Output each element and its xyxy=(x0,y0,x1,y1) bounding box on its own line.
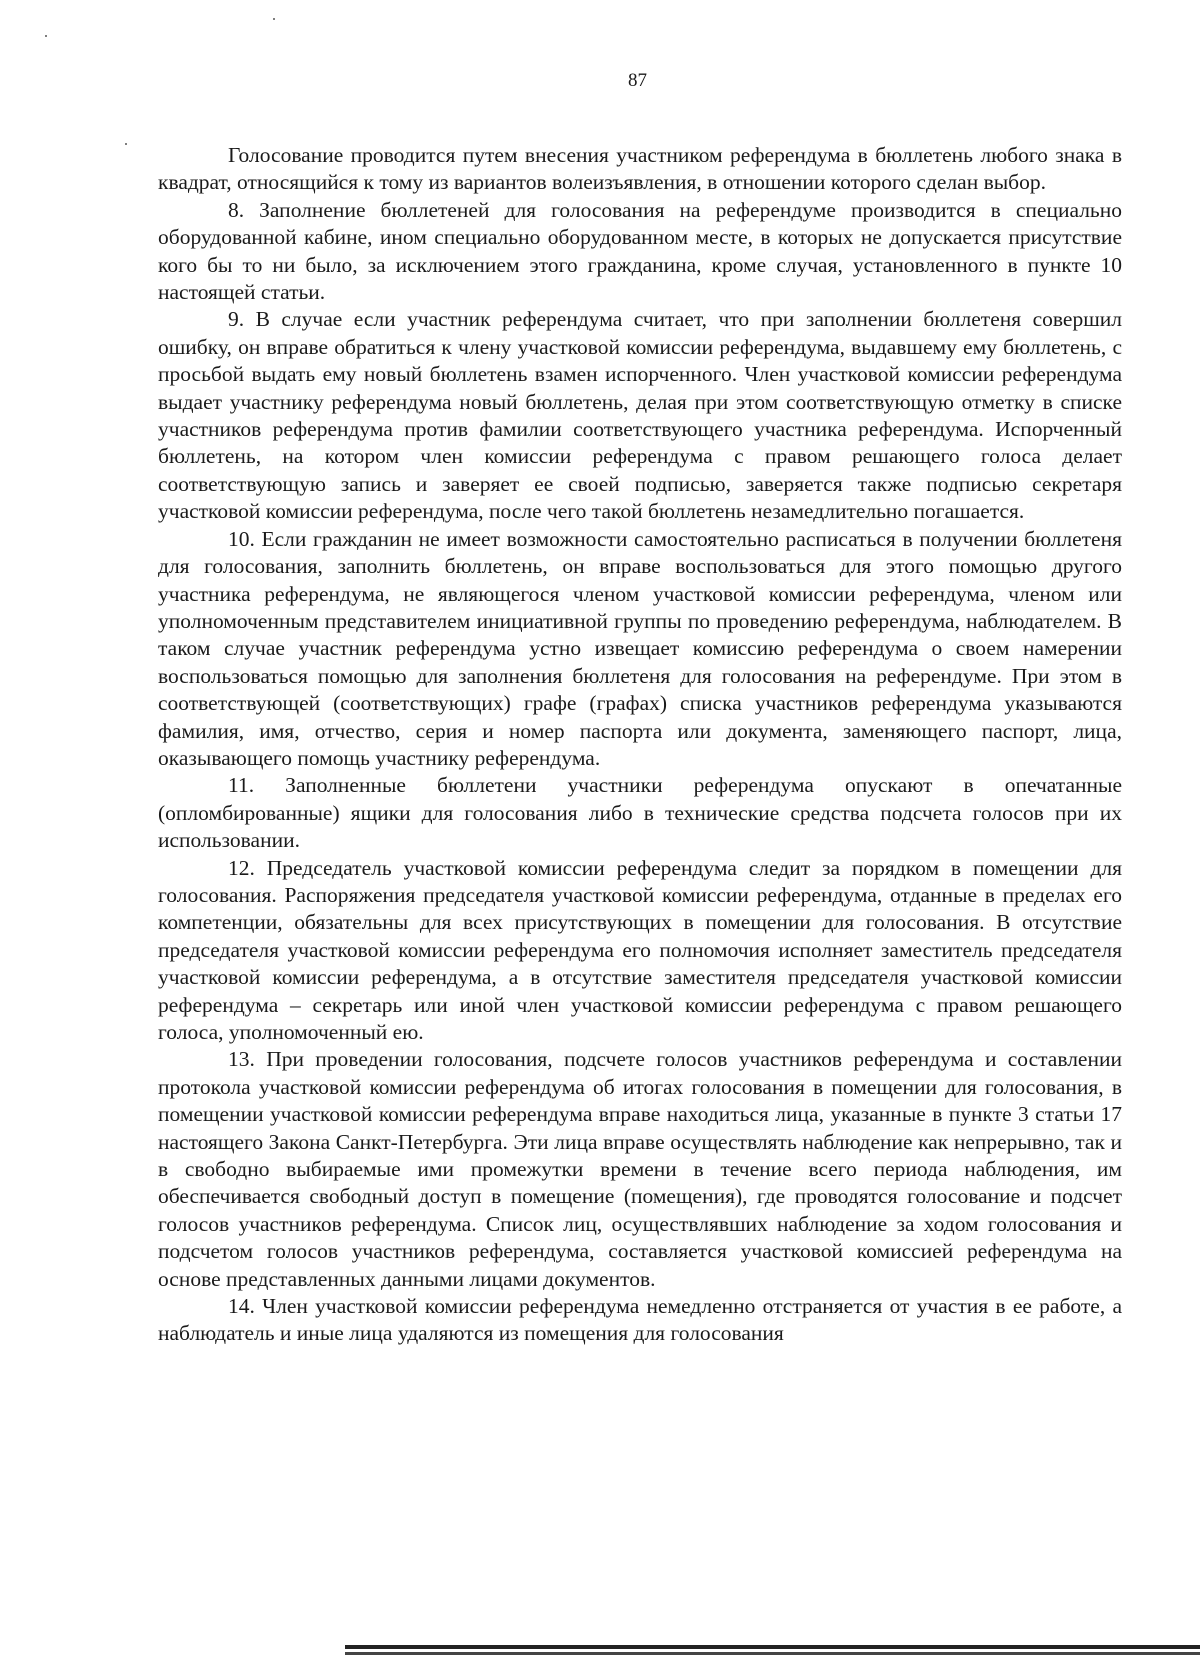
paragraph-item-14: 14. Член участковой комиссии референдума немедленно отстраняется от участия в ее работе, а наблюдатель и иные лица удаляются из помещения для голосования xyxy=(158,1294,1122,1346)
document-body xyxy=(158,142,1122,1348)
page-number: 87 xyxy=(628,70,647,91)
paragraph-item-8: 8. Заполнение бюллетеней для голосования на референдуме производится в специально оборудованной кабине, ином специально оборудованном месте, в которых не допускается присутствие кого бы то ни было, за исключением этого гражданина, кроме случая, установленного в пункте 10 настоящей статьи. xyxy=(158,197,1122,305)
scan-speck xyxy=(273,18,275,20)
paragraph-item-9: 9. В случае если участник референдума считает, что при заполнении бюллетеня совершил ошибку, он вправе обратиться к члену участковой комиссии референдума, выдавшему ему бюллетень, с просьбой выдать ему новый бюллетень взамен испорченного. Член участковой комиссии референдума выдает участнику референдума новый бюллетень, делая при этом соответствующую отметку в списке участников референдума против фамилии соответствующего участника референдума. Испорченный бюллетень, на котором член комиссии референдума с правом решающего голоса делает соответствующую запись и заверяет ее своей подписью, заверяется также подписью секретаря участковой комиссии референдума, после чего такой бюллетень незамедлительно погашается. xyxy=(158,307,1122,524)
scan-speck xyxy=(125,143,127,145)
scan-speck xyxy=(45,35,47,37)
paragraph-voting-method: Голосование проводится путем внесения участником референдума в бюллетень любого знака в квадрат, относящийся к тому из вариантов волеизъявления, в отношении которого сделан выбор. xyxy=(158,143,1122,195)
paragraph-item-10: 10. Если гражданин не имеет возможности самостоятельно расписаться в получении бюллетеня для голосования, заполнить бюллетень, он вправе воспользоваться для этого помощью другого участника референдума, не являющегося членом участковой комиссии референдума, членом или уполномоченным представителем инициативной группы по проведению референдума, наблюдателем. В таком случае участник референдума устно извещает комиссию референдума о своем намерении воспользоваться помощью для заполнения бюллетеня для голосования на референдуме. При этом в соответствующей (соответствующих) графе (графах) списка участников референдума указываются фамилия, имя, отчество, серия и номер паспорта или документа, заменяющего паспорт, лица, оказывающего помощь участнику референдума. xyxy=(158,526,1122,770)
paragraph-item-11: 11. Заполненные бюллетени участники референдума опускают в опечатанные (опломбированные) ящики для голосования либо в технические средства подсчета голосов при их использовании. xyxy=(158,773,1122,853)
paragraph-item-13: 13. При проведении голосования, подсчете голосов участников референдума и составлении протокола участковой комиссии референдума об итогах голосования в помещении для голосования, в помещении участковой комиссии референдума вправе находиться лица, указанные в пункте 3 статьи 17 настоящего Закона Санкт-Петербурга. Эти лица вправе осуществлять наблюдение как непрерывно, так и в свободно выбираемые ими промежутки времени в течение всего периода наблюдения, им обеспечивается свободный доступ в помещение (помещения), где проводятся голосование и подсчет голосов участников референдума. Список лиц, осуществлявших наблюдение за ходом голосования и подсчетом голосов участников референдума, составляется участковой комиссией референдума на основе представленных данными лицами документов. xyxy=(158,1047,1122,1291)
paragraph-item-12: 12. Председатель участковой комиссии референдума следит за порядком в помещении для голосования. Распоряжения председателя участковой комиссии референдума, отданные в пределах его компетенции, обязательны для всех присутствующих в помещении для голосования. В отсутствие председателя участковой комиссии референдума его полномочия исполняет заместитель председателя участковой комиссии референдума, а в отсутствие заместителя председателя участковой комиссии референдума – секретарь или иной член участковой комиссии референдума с правом решающего голоса, уполномоченный ею. xyxy=(158,855,1122,1044)
scan-edge-line xyxy=(345,1645,1200,1649)
